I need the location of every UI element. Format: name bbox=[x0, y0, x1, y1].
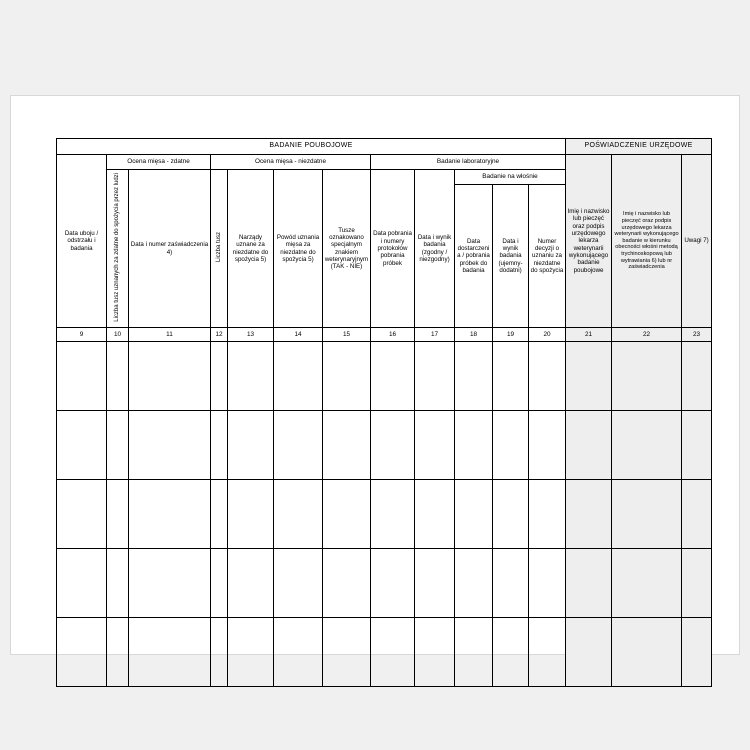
cell-23[interactable] bbox=[682, 342, 712, 411]
cell-12[interactable] bbox=[211, 549, 228, 618]
cell-19[interactable] bbox=[493, 618, 529, 687]
cell-9[interactable] bbox=[57, 411, 107, 480]
col-header-18: Data dostarczenia / pobrania próbek do badania bbox=[455, 185, 493, 328]
cell-15[interactable] bbox=[323, 549, 371, 618]
cell-23[interactable] bbox=[682, 411, 712, 480]
cell-10[interactable] bbox=[107, 549, 129, 618]
cell-19[interactable] bbox=[493, 480, 529, 549]
col-num-14: 14 bbox=[274, 328, 323, 342]
cell-17[interactable] bbox=[415, 342, 455, 411]
col-header-19: Data i wynik badania (ujemny- dodatni) bbox=[493, 185, 529, 328]
col-header-20: Numer decyzji o uznaniu za niezdatne do spożycia bbox=[529, 185, 566, 328]
col-header-10-label: Liczba tusz uznanych za zdatne do spożycia przez ludzi bbox=[114, 173, 121, 322]
col-header-16: Data pobrania i numery protokołów pobrania próbek bbox=[371, 170, 415, 328]
col-header-21: Imię i nazwisko lub pieczęć oraz podpis urzędowego lekarza weterynarii wykonującego badanie poubojowe bbox=[566, 155, 612, 328]
col-num-21: 21 bbox=[566, 328, 612, 342]
col-header-14: Powód uznania mięsa za niezdatne do spożycia 5) bbox=[274, 170, 323, 328]
cell-15[interactable] bbox=[323, 480, 371, 549]
cell-13[interactable] bbox=[228, 549, 274, 618]
cell-23[interactable] bbox=[682, 618, 712, 687]
cell-12[interactable] bbox=[211, 342, 228, 411]
col-num-22: 22 bbox=[612, 328, 682, 342]
registry-table bbox=[56, 138, 712, 687]
cell-9[interactable] bbox=[57, 480, 107, 549]
col-header-11: Data i numer zaświadczenia 4) bbox=[129, 170, 211, 328]
col-header-17: Data i wynik badania (zgodny / niezgodny) bbox=[415, 170, 455, 328]
col-num-16: 16 bbox=[371, 328, 415, 342]
col-num-23: 23 bbox=[682, 328, 712, 342]
cell-21[interactable] bbox=[566, 618, 612, 687]
col-num-19: 19 bbox=[493, 328, 529, 342]
cell-19[interactable] bbox=[493, 411, 529, 480]
cell-19[interactable] bbox=[493, 342, 529, 411]
col-header-9: Data uboju / odstrzału i badania bbox=[57, 155, 107, 328]
col-num-9: 9 bbox=[57, 328, 107, 342]
column-number-row bbox=[57, 328, 712, 342]
cell-20[interactable] bbox=[529, 411, 566, 480]
col-header-13: Narządy uznane za niezdatne do spożycia 5) bbox=[228, 170, 274, 328]
col-num-11: 11 bbox=[129, 328, 211, 342]
cell-18[interactable] bbox=[455, 411, 493, 480]
cell-14[interactable] bbox=[274, 480, 323, 549]
cell-17[interactable] bbox=[415, 480, 455, 549]
col-header-22: Imię i nazwisko lub pieczęć oraz podpis urzędowego lekarza weterynarii wykonującego badanie w kierunku obecności włośni metodą trychinoskopową lub wytrawiania 6) lub nr zaświadczenia bbox=[612, 155, 682, 328]
cell-14[interactable] bbox=[274, 342, 323, 411]
col-header-10 bbox=[107, 170, 129, 328]
col-num-12: 12 bbox=[211, 328, 228, 342]
cell-21[interactable] bbox=[566, 549, 612, 618]
cell-21[interactable] bbox=[566, 342, 612, 411]
header-top-row bbox=[57, 139, 712, 155]
cell-10[interactable] bbox=[107, 342, 129, 411]
document-page bbox=[10, 95, 740, 655]
cell-10[interactable] bbox=[107, 411, 129, 480]
cell-13[interactable] bbox=[228, 342, 274, 411]
cell-17[interactable] bbox=[415, 618, 455, 687]
col-num-17: 17 bbox=[415, 328, 455, 342]
cell-20[interactable] bbox=[529, 342, 566, 411]
cell-18[interactable] bbox=[455, 549, 493, 618]
table-body bbox=[57, 342, 712, 687]
cell-18[interactable] bbox=[455, 342, 493, 411]
group-badanie-na-wlosnie: Badanie na włośnie bbox=[455, 170, 566, 185]
cell-10[interactable] bbox=[107, 618, 129, 687]
col-header-23: Uwagi 7) bbox=[682, 155, 712, 328]
cell-22[interactable] bbox=[612, 342, 682, 411]
cell-22[interactable] bbox=[612, 411, 682, 480]
cell-15[interactable] bbox=[323, 411, 371, 480]
table-row bbox=[57, 480, 712, 549]
cell-21[interactable] bbox=[566, 411, 612, 480]
col-header-12-label: Liczba tusz bbox=[215, 232, 222, 263]
cell-11[interactable] bbox=[129, 618, 211, 687]
cell-14[interactable] bbox=[274, 411, 323, 480]
header-group-row bbox=[57, 155, 712, 170]
cell-16[interactable] bbox=[371, 549, 415, 618]
header-poswiadczenie-urzedowe: POŚWIADCZENIE URZĘDOWE bbox=[566, 139, 712, 155]
table-row bbox=[57, 342, 712, 411]
cell-17[interactable] bbox=[415, 549, 455, 618]
cell-16[interactable] bbox=[371, 618, 415, 687]
cell-13[interactable] bbox=[228, 480, 274, 549]
cell-18[interactable] bbox=[455, 480, 493, 549]
cell-22[interactable] bbox=[612, 549, 682, 618]
cell-19[interactable] bbox=[493, 549, 529, 618]
cell-14[interactable] bbox=[274, 549, 323, 618]
cell-12[interactable] bbox=[211, 480, 228, 549]
col-header-12 bbox=[211, 170, 228, 328]
cell-14[interactable] bbox=[274, 618, 323, 687]
header-badanie-poubojowe: BADANIE POUBOJOWE bbox=[57, 139, 566, 155]
cell-21[interactable] bbox=[566, 480, 612, 549]
cell-20[interactable] bbox=[529, 618, 566, 687]
cell-13[interactable] bbox=[228, 411, 274, 480]
cell-12[interactable] bbox=[211, 411, 228, 480]
group-badanie-laboratoryjne: Badanie laboratoryjne bbox=[371, 155, 566, 170]
col-num-20: 20 bbox=[529, 328, 566, 342]
group-ocena-zdatne: Ocena mięsa - zdatne bbox=[107, 155, 211, 170]
cell-10[interactable] bbox=[107, 480, 129, 549]
cell-11[interactable] bbox=[129, 549, 211, 618]
cell-23[interactable] bbox=[682, 480, 712, 549]
cell-16[interactable] bbox=[371, 342, 415, 411]
cell-20[interactable] bbox=[529, 549, 566, 618]
col-header-15: Tusze oznakowano specjalnym znakiem weterynaryjnym (TAK - NIE) bbox=[323, 170, 371, 328]
cell-20[interactable] bbox=[529, 480, 566, 549]
col-num-10: 10 bbox=[107, 328, 129, 342]
col-num-18: 18 bbox=[455, 328, 493, 342]
cell-15[interactable] bbox=[323, 342, 371, 411]
cell-22[interactable] bbox=[612, 480, 682, 549]
cell-22[interactable] bbox=[612, 618, 682, 687]
cell-9[interactable] bbox=[57, 549, 107, 618]
cell-9[interactable] bbox=[57, 342, 107, 411]
group-ocena-niezdatne: Ocena mięsa - niezdatne bbox=[211, 155, 371, 170]
cell-13[interactable] bbox=[228, 618, 274, 687]
col-num-13: 13 bbox=[228, 328, 274, 342]
cell-23[interactable] bbox=[682, 549, 712, 618]
cell-11[interactable] bbox=[129, 411, 211, 480]
cell-18[interactable] bbox=[455, 618, 493, 687]
table-row bbox=[57, 411, 712, 480]
cell-15[interactable] bbox=[323, 618, 371, 687]
cell-16[interactable] bbox=[371, 411, 415, 480]
cell-11[interactable] bbox=[129, 480, 211, 549]
form-sheet bbox=[56, 138, 711, 623]
cell-16[interactable] bbox=[371, 480, 415, 549]
cell-11[interactable] bbox=[129, 342, 211, 411]
cell-9[interactable] bbox=[57, 618, 107, 687]
cell-12[interactable] bbox=[211, 618, 228, 687]
cell-17[interactable] bbox=[415, 411, 455, 480]
col-num-15: 15 bbox=[323, 328, 371, 342]
table-row bbox=[57, 549, 712, 618]
table-row bbox=[57, 618, 712, 687]
